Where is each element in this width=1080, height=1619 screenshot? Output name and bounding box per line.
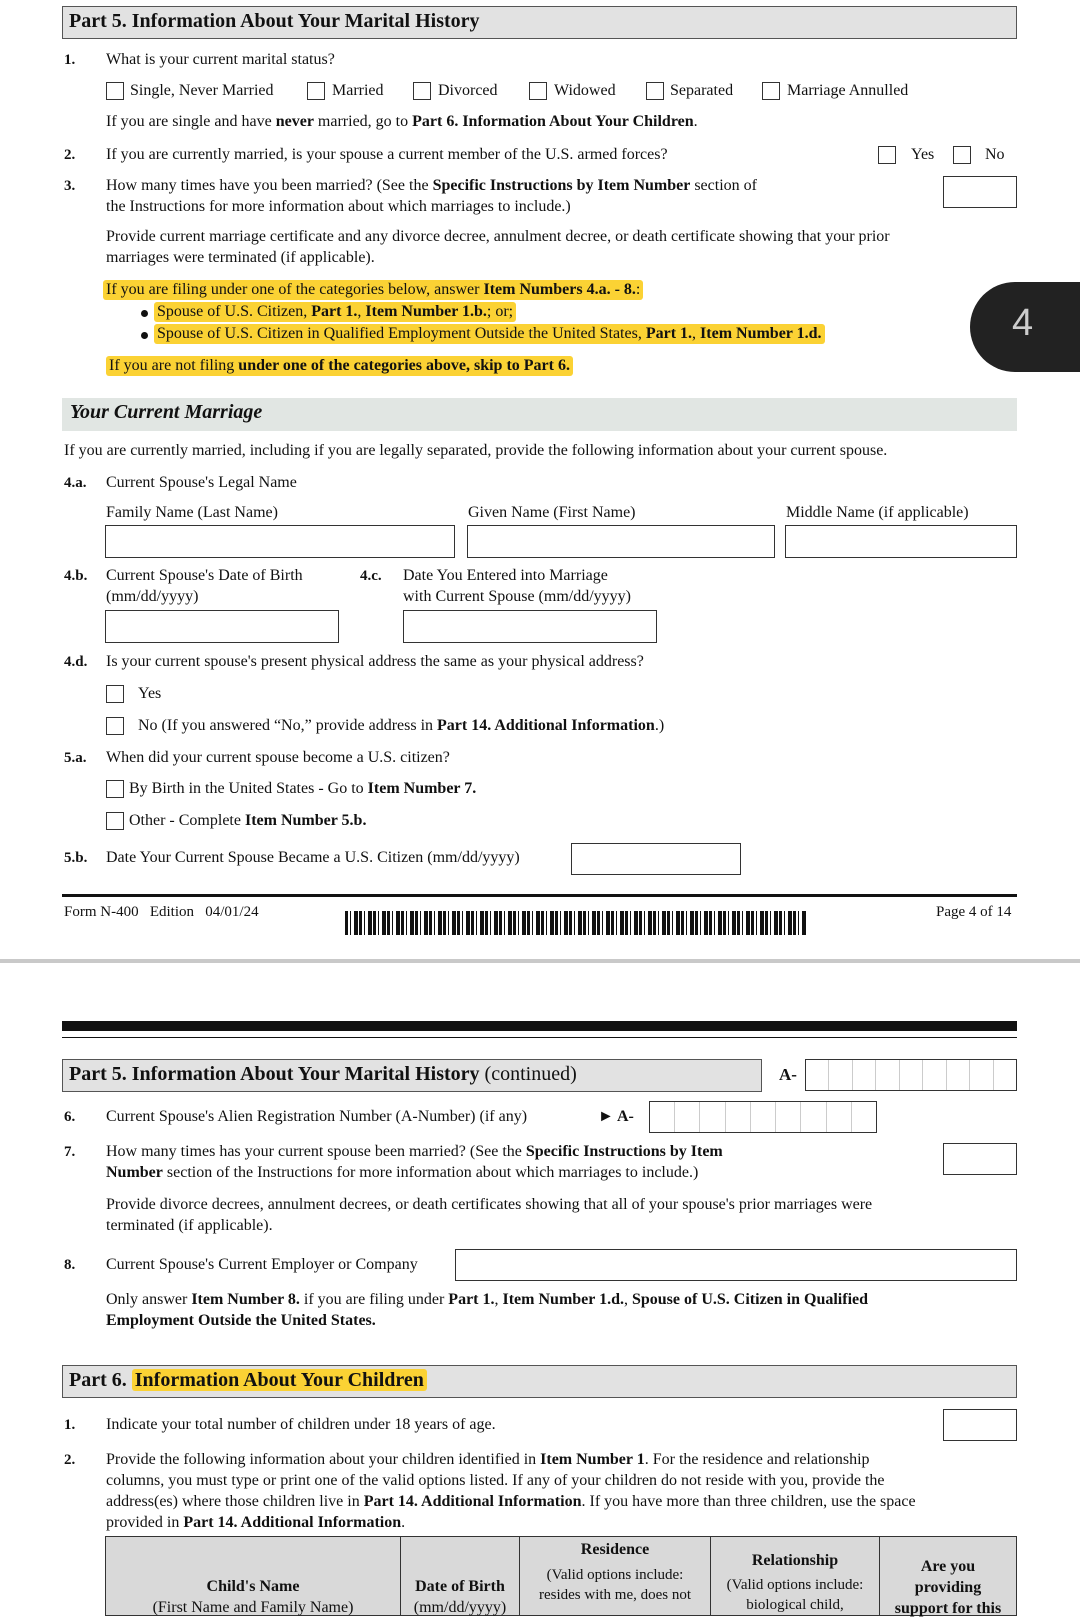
- q4a-text: Current Spouse's Legal Name: [106, 474, 297, 491]
- note-bold: never: [275, 113, 314, 130]
- q4a-number: 4.a.: [64, 475, 87, 491]
- filing-bold: Part 1.: [311, 303, 358, 320]
- q5a-text: Other - Complete: [129, 812, 245, 829]
- spouse-a-number-input[interactable]: [649, 1101, 877, 1133]
- q7-times-married-input[interactable]: [943, 1143, 1017, 1175]
- q5a-bold: Item Number 5.b.: [244, 812, 367, 829]
- q3-times-married-input[interactable]: [943, 176, 1017, 208]
- q7-provide-line2: terminated (if applicable).: [106, 1217, 273, 1234]
- q6-text: Current Spouse's Alien Registration Number (A-Number) (if any): [106, 1108, 528, 1125]
- q2-text: address(es) where those children live in: [106, 1493, 364, 1510]
- q1-text: What is your current marital status?: [106, 51, 335, 68]
- column-subheader: (Valid options include:: [726, 1577, 864, 1593]
- q2-text: Provide the following information about your children identified in: [106, 1451, 541, 1468]
- current-marriage-intro: If you are currently married, including if you are legally separated, provide the following information about your current spouse.: [64, 442, 888, 459]
- part6-q2-number: 2.: [64, 1452, 76, 1468]
- family-name-input[interactable]: [105, 525, 455, 558]
- q4d-text: No (If you answered “No,” provide address in: [138, 717, 438, 734]
- q4d-text: .): [654, 717, 665, 734]
- checkbox-single[interactable]: [106, 82, 124, 100]
- q7-line2: [106, 1163, 698, 1183]
- filing-text: ,: [357, 303, 366, 320]
- section-heading: Your Current Marriage: [70, 401, 263, 423]
- column-subheader: (mm/dd/yyyy): [413, 1599, 507, 1616]
- citizen-date-input[interactable]: [571, 843, 741, 875]
- page-top-rule: [62, 1021, 1017, 1031]
- checkbox-q2-yes[interactable]: [878, 146, 896, 164]
- filing-bold: Part 1.: [645, 325, 693, 342]
- q2-text: .: [401, 1514, 406, 1531]
- column-header: Relationship: [751, 1552, 839, 1569]
- part5-header: [62, 6, 1017, 39]
- part-number: Part 5.: [69, 10, 127, 32]
- page-top-thin-rule: [62, 1037, 1017, 1038]
- filing-bullet-2: [154, 324, 825, 344]
- q1-note: [106, 112, 698, 132]
- checkbox-divorced[interactable]: [413, 82, 431, 100]
- continued-label: (continued): [479, 1063, 577, 1085]
- q5a-text: By Birth in the United States - Go to: [129, 780, 368, 797]
- barcode: [345, 911, 807, 935]
- page-tab[interactable]: [970, 282, 1080, 372]
- part6-q2-line4: [106, 1513, 405, 1533]
- filing-bullet-1: [154, 302, 516, 322]
- q7-bold: Number: [106, 1164, 163, 1181]
- q2-number: 2.: [64, 147, 76, 163]
- q2-no-label: No: [985, 146, 1005, 163]
- q8-bold: Spouse of U.S. Citizen in Qualified: [631, 1291, 869, 1308]
- middle-name-input[interactable]: [785, 525, 1017, 558]
- note-text: If you are single and have: [106, 113, 276, 130]
- column-header: Residence: [580, 1541, 650, 1558]
- part5-title: [69, 10, 480, 33]
- option-married-label: Married: [332, 82, 384, 99]
- part5-continued-title: [69, 1063, 577, 1086]
- q8-text: Current Spouse's Current Employer or Company: [106, 1256, 418, 1273]
- checkbox-annulled[interactable]: [762, 82, 780, 100]
- filing-text: ; or;: [486, 303, 514, 320]
- part6-q2-line1: [106, 1450, 870, 1470]
- filing-text: If you are not filing: [109, 357, 239, 374]
- a-number-header-input[interactable]: [805, 1059, 1017, 1091]
- option-divorced-label: Divorced: [438, 82, 498, 99]
- a-number-label: A-: [779, 1065, 797, 1084]
- q4b-number: 4.b.: [64, 568, 88, 584]
- q7-line1: [106, 1142, 723, 1162]
- part6-header: [62, 1365, 1017, 1398]
- middle-name-label: Middle Name (if applicable): [786, 504, 969, 521]
- part6-q1-number: 1.: [64, 1417, 76, 1433]
- q8-text: Only answer: [106, 1291, 192, 1308]
- q2-text: . If you have more than three children, use the space: [581, 1493, 916, 1510]
- q4c-line1: Date You Entered into Marriage: [403, 567, 608, 584]
- q2-yes-label: Yes: [911, 146, 935, 163]
- part-title-text: Information About Your Marital History: [131, 10, 480, 32]
- option-separated-label: Separated: [670, 82, 734, 99]
- column-subheader: biological child,: [746, 1597, 844, 1613]
- q3-provide-line2: marriages were terminated (if applicable).: [106, 249, 375, 266]
- q2-text: . For the residence and relationship: [644, 1451, 870, 1468]
- part-number: Part 5.: [69, 1063, 127, 1085]
- q8-note-line1: [106, 1290, 868, 1310]
- q7-bold: Specific Instructions by Item: [525, 1143, 723, 1160]
- page-separator: [0, 959, 1080, 963]
- given-name-label: Given Name (First Name): [468, 504, 636, 521]
- q8-bold: Part 1.: [448, 1291, 495, 1308]
- q4d-text: Is your current spouse's present physical address the same as your physical address?: [106, 653, 644, 670]
- q3-line1: [106, 176, 757, 196]
- q3-text: How many times have you been married? (See the: [106, 177, 433, 194]
- given-name-input[interactable]: [467, 525, 775, 558]
- part6-title: [69, 1369, 427, 1392]
- bullet: [141, 310, 148, 317]
- page-number: Page 4 of 14: [936, 904, 1012, 920]
- q2-bold: Part 14. Additional Information: [183, 1514, 402, 1531]
- filing-bold: Item Numbers 4.a. - 8.: [483, 281, 636, 298]
- q4b-line2: (mm/dd/yyyy): [106, 588, 199, 605]
- filing-bold: Item Number 1.d.: [700, 325, 822, 342]
- q5b-number: 5.b.: [64, 850, 88, 866]
- checkbox-q4d-yes[interactable]: [106, 685, 124, 703]
- filing-skip: [106, 356, 573, 376]
- column-header: providing: [914, 1579, 982, 1596]
- checkbox-q4d-no[interactable]: [106, 717, 124, 735]
- column-header: Child's Name: [206, 1578, 300, 1595]
- table-header-dob: [400, 1536, 520, 1616]
- part-title-text: Information About Your Children: [132, 1369, 427, 1391]
- marriage-date-input[interactable]: [403, 610, 657, 643]
- spouse-dob-input[interactable]: [105, 610, 339, 643]
- table-header-support: [879, 1536, 1017, 1616]
- q8-text: ,: [623, 1291, 632, 1308]
- children-count-input[interactable]: [943, 1409, 1017, 1441]
- checkbox-q5a-other[interactable]: [106, 812, 124, 830]
- q2-text: If you are currently married, is your spouse a current member of the U.S. armed forces?: [106, 146, 668, 163]
- q8-text: ,: [494, 1291, 503, 1308]
- table-header-relationship: [710, 1536, 880, 1616]
- column-subheader: (Valid options include:: [546, 1567, 684, 1583]
- footer-rule: [62, 894, 1017, 897]
- column-header: support for this: [894, 1600, 1002, 1617]
- filing-intro: [103, 280, 643, 300]
- q4d-yes-label: Yes: [138, 685, 162, 702]
- note-text: married, go to: [313, 113, 413, 130]
- form-edition: Form N-400 Edition 04/01/24: [64, 904, 259, 920]
- bullet: [141, 332, 148, 339]
- column-subheader: (First Name and Family Name): [152, 1599, 354, 1616]
- q8-note-line2: Employment Outside the United States.: [106, 1312, 376, 1329]
- q3-number: 3.: [64, 178, 76, 194]
- q8-bold: Item Number 1.d.: [502, 1291, 624, 1308]
- option-widowed-label: Widowed: [554, 82, 616, 99]
- column-header: Date of Birth: [415, 1578, 505, 1595]
- q5a-bold: Item Number 7.: [367, 780, 477, 797]
- q4c-number: 4.c.: [360, 568, 382, 584]
- q8-number: 8.: [64, 1257, 76, 1273]
- part6-q1-text: Indicate your total number of children under 18 years of age.: [106, 1416, 496, 1433]
- employer-input[interactable]: [455, 1249, 1017, 1281]
- table-header-residence: [519, 1536, 711, 1616]
- table-header-child-name: [105, 1536, 401, 1616]
- checkbox-q5a-birth[interactable]: [106, 780, 124, 798]
- q3-provide-line1: Provide current marriage certificate and any divorce decree, annulment decree, or death certificate showing that your prior: [106, 228, 890, 245]
- q5a-number: 5.a.: [64, 750, 87, 766]
- filing-bold: Item Number 1.b.: [365, 303, 487, 320]
- q8-text: if you are filing under: [299, 1291, 449, 1308]
- q8-bold: Item Number 8.: [191, 1291, 300, 1308]
- column-header: Are you: [920, 1558, 976, 1575]
- part6-q2-line3: [106, 1492, 916, 1512]
- q3-line2: the Instructions for more information about which marriages to include.): [106, 198, 571, 215]
- checkbox-separated[interactable]: [646, 82, 664, 100]
- family-name-label: Family Name (Last Name): [106, 504, 278, 521]
- option-annulled-label: Marriage Annulled: [787, 82, 909, 99]
- filing-text: If you are filing under one of the categories below, answer: [106, 281, 484, 298]
- q7-provide-line1: Provide divorce decrees, annulment decrees, or death certificates showing that all of your spouse's prior marriages were: [106, 1196, 873, 1213]
- option-single-label: Single, Never Married: [130, 82, 274, 99]
- part-title-text: Information About Your Marital History: [131, 1063, 480, 1085]
- filing-text: Spouse of U.S. Citizen in Qualified Employment Outside the United States,: [157, 325, 646, 342]
- q7-text: section of the Instructions for more information about which marriages to include.): [162, 1164, 699, 1181]
- q6-number: 6.: [64, 1109, 76, 1125]
- q3-bold: Specific Instructions by Item Number: [432, 177, 691, 194]
- q4b-line1: Current Spouse's Date of Birth: [106, 567, 303, 584]
- note-text: .: [693, 113, 698, 130]
- checkbox-q2-no[interactable]: [953, 146, 971, 164]
- column-subheader: resides with me, does not: [538, 1587, 692, 1603]
- q4c-line2: with Current Spouse (mm/dd/yyyy): [403, 588, 631, 605]
- q3-text: section of: [690, 177, 757, 194]
- current-marriage-header: [62, 398, 1017, 431]
- checkbox-married[interactable]: [307, 82, 325, 100]
- q7-text: How many times has your current spouse been married? (See the: [106, 1143, 526, 1160]
- q5a-other-label: [129, 811, 366, 831]
- q1-number: 1.: [64, 52, 76, 68]
- part5-continued-header: [62, 1059, 762, 1092]
- filing-text: :: [635, 281, 641, 298]
- q4d-bold: Part 14. Additional Information: [437, 717, 655, 734]
- q5b-text: Date Your Current Spouse Became a U.S. Citizen (mm/dd/yyyy): [106, 849, 520, 866]
- part-number: Part 6.: [69, 1369, 127, 1391]
- q2-bold: Item Number 1: [540, 1451, 645, 1468]
- filing-text: Spouse of U.S. Citizen,: [157, 303, 312, 320]
- q2-bold: Part 14. Additional Information: [363, 1493, 582, 1510]
- q2-text: provided in: [106, 1514, 184, 1531]
- q5a-text: When did your current spouse become a U.S. citizen?: [106, 749, 450, 766]
- q6-arrow-label: ► A-: [598, 1108, 634, 1125]
- part6-q2-line2: columns, you must type or print one of the valid options listed. If any of your children do not reside with you, provide the: [106, 1472, 885, 1489]
- page-tab-number: 4: [1012, 302, 1034, 344]
- q4d-no-label: [138, 716, 664, 736]
- q4d-number: 4.d.: [64, 654, 88, 670]
- checkbox-widowed[interactable]: [529, 82, 547, 100]
- filing-bold: under one of the categories above, skip to Part 6.: [238, 357, 570, 374]
- note-bold: Part 6. Information About Your Children: [412, 113, 694, 130]
- q7-number: 7.: [64, 1144, 76, 1160]
- filing-text: ,: [692, 325, 701, 342]
- q5a-birth-label: [129, 779, 476, 799]
